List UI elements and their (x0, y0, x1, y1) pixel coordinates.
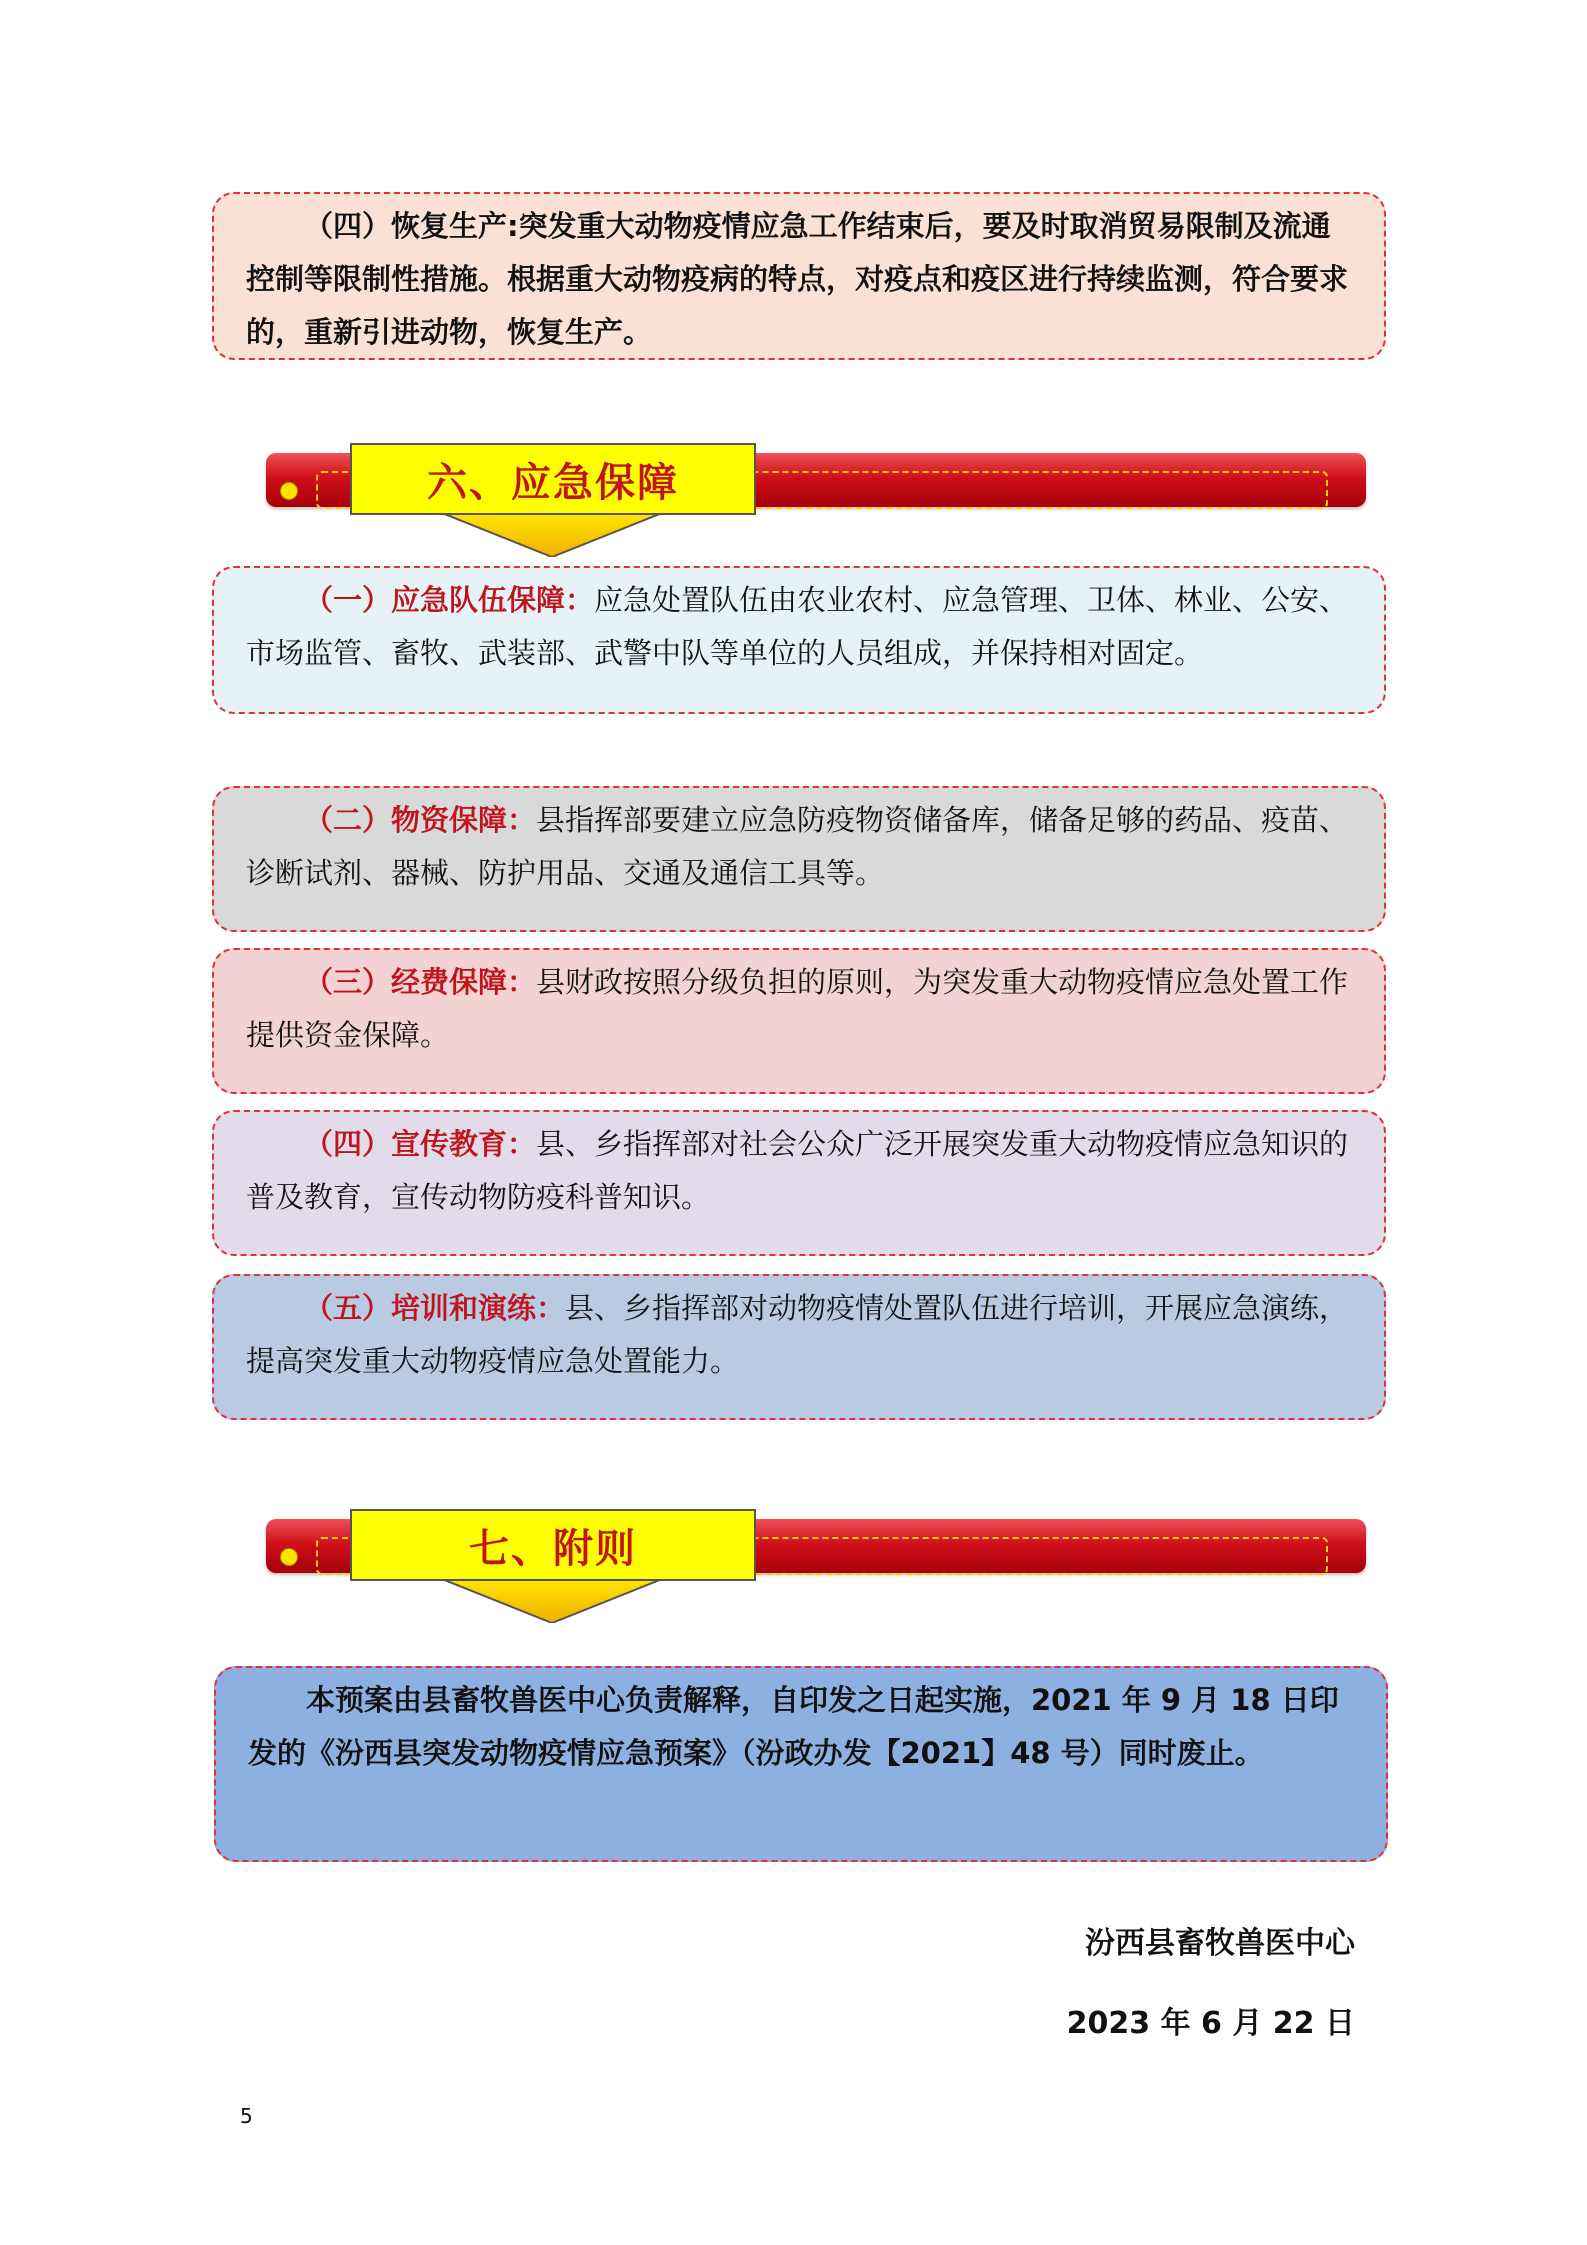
section7-banner (266, 1509, 1366, 1619)
arrow-down-icon (442, 1579, 662, 1623)
item-funding-box (212, 948, 1386, 1094)
signature-date: 2023 年 6 月 22 日 (1066, 2006, 1355, 2041)
item-paragraph (246, 574, 1354, 680)
item-publicity-box (212, 1110, 1386, 1256)
item-supplies-box (212, 786, 1386, 932)
item-lead: （五）培训和演练： (304, 1291, 566, 1325)
item-text: 县、乡指挥部对社会公众广泛开展突发重大动物疫情应急知识的普及教育，宣传动物防疫科普知识。 (246, 1127, 1349, 1214)
item-paragraph (246, 794, 1354, 900)
item-paragraph (246, 1282, 1354, 1388)
item-lead: （一）应急队伍保障： (304, 583, 595, 617)
appendix-box (214, 1666, 1388, 1862)
banner-dot-icon (280, 482, 298, 500)
signature-org: 汾西县畜牧兽医中心 (1085, 1926, 1355, 1961)
recovery-box (212, 192, 1386, 360)
item-lead: （四）宣传教育： (304, 1127, 537, 1161)
section6-title: 六、应急保障 (350, 443, 756, 515)
item-training-box (212, 1274, 1386, 1420)
banner-dot-icon (280, 1548, 298, 1566)
appendix-text: 本预案由县畜牧兽医中心负责解释，自印发之日起实施，2021 年 9 月 18 日印发的《汾西县突发动物疫情应急预案》（汾政办发【2021】48 号）同时废止。 (248, 1683, 1339, 1770)
item-paragraph (246, 1118, 1354, 1224)
section6-banner (266, 443, 1366, 553)
recovery-lead: （四）恢复生产: (304, 209, 519, 243)
item-text: 应急处置队伍由农业农村、应急管理、卫体、林业、公安、市场监管、畜牧、武装部、武警中队等单位的人员组成，并保持相对固定。 (246, 583, 1349, 670)
item-text: 县财政按照分级负担的原则，为突发重大动物疫情应急处置工作提供资金保障。 (246, 965, 1349, 1052)
item-text: 县、乡指挥部对动物疫情处置队伍进行培训，开展应急演练，提高突发重大动物疫情应急处置能力。 (246, 1291, 1349, 1378)
item-lead: （二）物资保障： (304, 803, 537, 837)
recovery-paragraph (246, 200, 1354, 359)
recovery-text: 突发重大动物疫情应急工作结束后，要及时取消贸易限制及流通控制等限制性措施。根据重大动物疫病的特点，对疫点和疫区进行持续监测，符合要求的，重新引进动物，恢复生产。 (246, 209, 1349, 349)
section7-title: 七、附则 (350, 1509, 756, 1581)
item-team-box (212, 566, 1386, 714)
item-paragraph (246, 956, 1354, 1062)
item-text: 县指挥部要建立应急防疫物资储备库，储备足够的药品、疫苗、诊断试剂、器械、防护用品、交通及通信工具等。 (246, 803, 1349, 890)
arrow-down-icon (442, 513, 662, 557)
item-lead: （三）经费保障： (304, 965, 537, 999)
page-number: 5 (240, 2104, 253, 2128)
